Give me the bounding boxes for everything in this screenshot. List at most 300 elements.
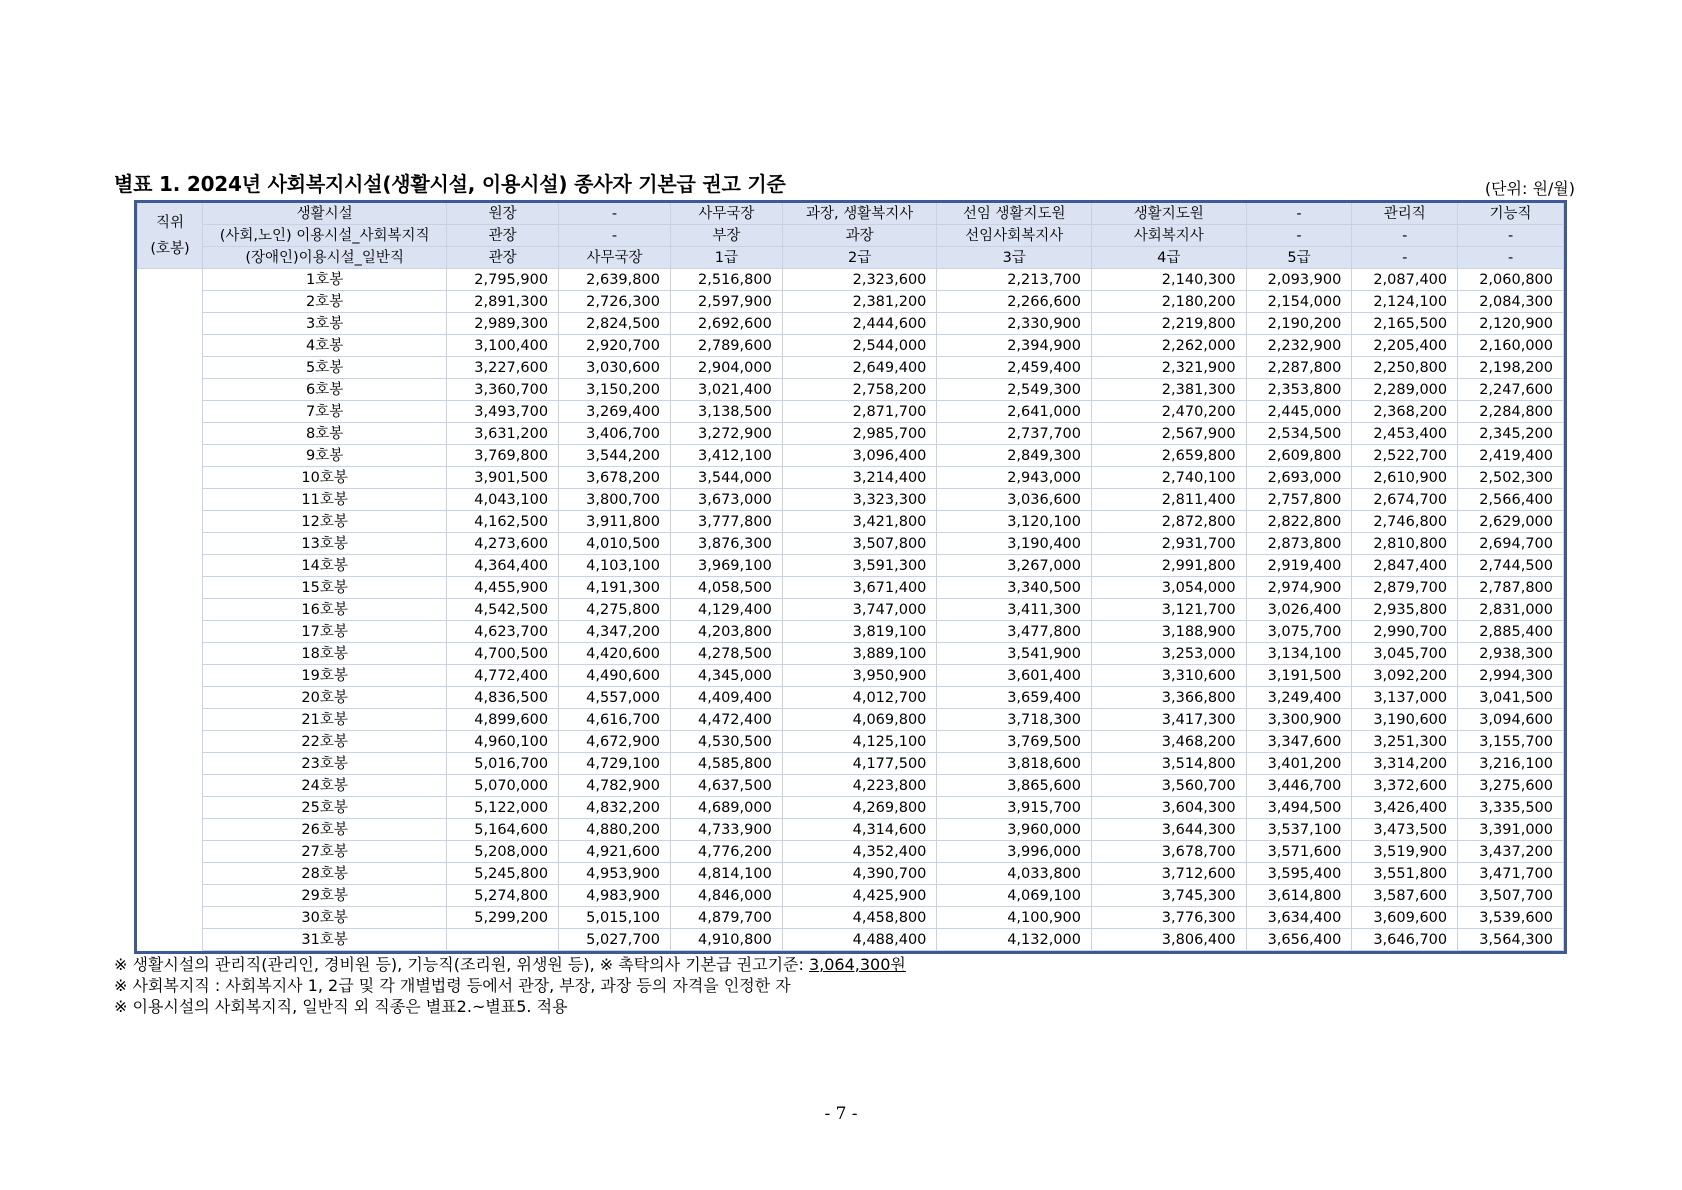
salary-cell: 4,899,600	[447, 709, 559, 731]
salary-cell: 2,990,700	[1352, 621, 1458, 643]
salary-cell: 4,879,700	[670, 907, 782, 929]
salary-cell: 2,935,800	[1352, 599, 1458, 621]
header-cell: -	[1246, 203, 1352, 225]
salary-cell: 4,557,000	[559, 687, 671, 709]
header-cell: -	[559, 225, 671, 247]
salary-cell: 3,340,500	[937, 577, 1092, 599]
salary-cell: 2,931,700	[1092, 533, 1247, 555]
salary-cell: 2,084,300	[1458, 291, 1564, 313]
row-spacer-cell	[138, 753, 203, 775]
salary-cell: 4,191,300	[559, 577, 671, 599]
salary-cell: 2,247,600	[1458, 379, 1564, 401]
salary-cell: 3,604,300	[1092, 797, 1247, 819]
salary-cell: 3,251,300	[1352, 731, 1458, 753]
salary-cell: 2,824,500	[559, 313, 671, 335]
salary-cell: 3,216,100	[1458, 753, 1564, 775]
salary-cell: 3,889,100	[782, 643, 937, 665]
step-cell: 15호봉	[203, 577, 447, 599]
salary-cell: 4,672,900	[559, 731, 671, 753]
salary-cell: 4,623,700	[447, 621, 559, 643]
salary-cell: 3,471,700	[1458, 863, 1564, 885]
header-cell: 2급	[782, 247, 937, 269]
footnote-line: ※ 이용시설의 사회복지직, 일반직 외 직종은 별표2.~별표5. 적용	[114, 997, 568, 1016]
row-spacer-cell	[138, 643, 203, 665]
salary-cell: 2,266,600	[937, 291, 1092, 313]
salary-cell: 3,656,400	[1246, 929, 1352, 951]
salary-cell: 4,162,500	[447, 511, 559, 533]
salary-cell: 3,777,800	[670, 511, 782, 533]
header-cell: -	[1246, 225, 1352, 247]
row-spacer-cell	[138, 599, 203, 621]
salary-cell: 4,132,000	[937, 929, 1092, 951]
salary-cell: 4,689,000	[670, 797, 782, 819]
salary-cell: 2,726,300	[559, 291, 671, 313]
salary-cell: 3,096,400	[782, 445, 937, 467]
row-spacer-cell	[138, 819, 203, 841]
salary-cell: 4,585,800	[670, 753, 782, 775]
salary-cell: 4,490,600	[559, 665, 671, 687]
header-cell: 선임사회복지사	[937, 225, 1092, 247]
salary-cell: 2,985,700	[782, 423, 937, 445]
salary-cell: 2,534,500	[1246, 423, 1352, 445]
salary-cell: 3,411,300	[937, 599, 1092, 621]
salary-cell: 2,885,400	[1458, 621, 1564, 643]
salary-cell: 3,253,000	[1092, 643, 1247, 665]
header-cell: 선임 생활지도원	[937, 203, 1092, 225]
table-row	[138, 577, 1564, 599]
table-row	[138, 929, 1564, 951]
row-spacer-cell	[138, 511, 203, 533]
salary-cell: 5,015,100	[559, 907, 671, 929]
salary-cell: 3,041,500	[1458, 687, 1564, 709]
salary-cell: 4,530,500	[670, 731, 782, 753]
salary-cell: 2,205,400	[1352, 335, 1458, 357]
row-spacer-cell	[138, 269, 203, 291]
salary-cell: 2,891,300	[447, 291, 559, 313]
salary-cell: 2,180,200	[1092, 291, 1247, 313]
salary-cell: 4,814,100	[670, 863, 782, 885]
salary-cell: 4,637,500	[670, 775, 782, 797]
table-row	[138, 819, 1564, 841]
header-cell: 1급	[670, 247, 782, 269]
header-cell: 원장	[447, 203, 559, 225]
salary-cell: 3,272,900	[670, 423, 782, 445]
salary-cell: 2,810,800	[1352, 533, 1458, 555]
salary-cell: 2,093,900	[1246, 269, 1352, 291]
step-cell: 22호봉	[203, 731, 447, 753]
salary-cell: 4,347,200	[559, 621, 671, 643]
unit-label: (단위: 원/월)	[1484, 179, 1575, 198]
table-row	[138, 445, 1564, 467]
salary-cell: 3,806,400	[1092, 929, 1247, 951]
salary-cell: 2,740,100	[1092, 467, 1247, 489]
salary-cell: 2,758,200	[782, 379, 937, 401]
row-spacer-cell	[138, 929, 203, 951]
salary-cell: 4,960,100	[447, 731, 559, 753]
salary-cell: 2,219,800	[1092, 313, 1247, 335]
salary-cell: 3,595,400	[1246, 863, 1352, 885]
salary-cell: 3,769,800	[447, 445, 559, 467]
row-spacer-cell	[138, 885, 203, 907]
salary-cell: 4,409,400	[670, 687, 782, 709]
step-cell: 27호봉	[203, 841, 447, 863]
salary-cell: 4,472,400	[670, 709, 782, 731]
row-spacer-cell	[138, 665, 203, 687]
salary-cell: 3,134,100	[1246, 643, 1352, 665]
salary-cell: 3,818,600	[937, 753, 1092, 775]
salary-cell: 3,138,500	[670, 401, 782, 423]
row-spacer-cell	[138, 423, 203, 445]
row-spacer-cell	[138, 445, 203, 467]
corner-header-bottom: (호봉)	[150, 240, 190, 257]
salary-cell: 4,345,000	[670, 665, 782, 687]
salary-cell: 2,330,900	[937, 313, 1092, 335]
table-row	[138, 621, 1564, 643]
row-spacer-cell	[138, 489, 203, 511]
salary-cell: 2,746,800	[1352, 511, 1458, 533]
salary-cell: 3,678,200	[559, 467, 671, 489]
salary-cell: 4,269,800	[782, 797, 937, 819]
salary-cell: 3,678,700	[1092, 841, 1247, 863]
salary-cell: 3,121,700	[1092, 599, 1247, 621]
salary-cell: 3,800,700	[559, 489, 671, 511]
salary-cell: 3,275,600	[1458, 775, 1564, 797]
salary-cell: 2,470,200	[1092, 401, 1247, 423]
salary-cell: 2,674,700	[1352, 489, 1458, 511]
salary-cell: 2,213,700	[937, 269, 1092, 291]
header-cell: -	[559, 203, 671, 225]
table-row	[138, 533, 1564, 555]
salary-cell: 4,880,200	[559, 819, 671, 841]
salary-cell: 4,278,500	[670, 643, 782, 665]
step-cell: 12호봉	[203, 511, 447, 533]
salary-cell: 3,646,700	[1352, 929, 1458, 951]
salary-cell: 3,747,000	[782, 599, 937, 621]
salary-cell: 2,795,900	[447, 269, 559, 291]
salary-cell: 2,165,500	[1352, 313, 1458, 335]
salary-cell: 3,996,000	[937, 841, 1092, 863]
salary-cell: 3,673,000	[670, 489, 782, 511]
salary-cell: 2,321,900	[1092, 357, 1247, 379]
table-row	[138, 489, 1564, 511]
row-spacer-cell	[138, 709, 203, 731]
salary-cell: 4,733,900	[670, 819, 782, 841]
salary-cell: 2,649,400	[782, 357, 937, 379]
salary-cell: 4,352,400	[782, 841, 937, 863]
salary-cell: 2,597,900	[670, 291, 782, 313]
salary-cell: 2,060,800	[1458, 269, 1564, 291]
salary-cell: 2,419,400	[1458, 445, 1564, 467]
salary-cell: 3,718,300	[937, 709, 1092, 731]
salary-cell: 3,644,300	[1092, 819, 1247, 841]
salary-cell: 4,953,900	[559, 863, 671, 885]
header-row	[138, 247, 1564, 269]
table-row	[138, 709, 1564, 731]
table-row	[138, 335, 1564, 357]
salary-cell: 3,054,000	[1092, 577, 1247, 599]
table-row	[138, 797, 1564, 819]
salary-cell: 3,030,600	[559, 357, 671, 379]
header-cell: -	[1458, 225, 1564, 247]
salary-cell: 3,406,700	[559, 423, 671, 445]
salary-cell: 4,700,500	[447, 643, 559, 665]
header-cell: 부장	[670, 225, 782, 247]
salary-cell: 3,915,700	[937, 797, 1092, 819]
salary-cell: 3,901,500	[447, 467, 559, 489]
salary-cell: 5,208,000	[447, 841, 559, 863]
salary-cell: 2,502,300	[1458, 467, 1564, 489]
salary-cell: 2,920,700	[559, 335, 671, 357]
step-cell: 9호봉	[203, 445, 447, 467]
salary-cell: 4,910,800	[670, 929, 782, 951]
salary-cell: 2,087,400	[1352, 269, 1458, 291]
salary-cell: 2,943,000	[937, 467, 1092, 489]
table-row	[138, 467, 1564, 489]
row-spacer-cell	[138, 291, 203, 313]
salary-cell: 5,070,000	[447, 775, 559, 797]
row-spacer-cell	[138, 621, 203, 643]
table-row	[138, 643, 1564, 665]
salary-cell: 2,567,900	[1092, 423, 1247, 445]
salary-cell: 2,610,900	[1352, 467, 1458, 489]
salary-cell: 3,659,400	[937, 687, 1092, 709]
row-spacer-cell	[138, 775, 203, 797]
header-cell: -	[1352, 247, 1458, 269]
salary-cell: 2,847,400	[1352, 555, 1458, 577]
salary-cell: 2,120,900	[1458, 313, 1564, 335]
salary-cell: 2,566,400	[1458, 489, 1564, 511]
table-row	[138, 665, 1564, 687]
step-cell: 30호봉	[203, 907, 447, 929]
salary-cell: 2,849,300	[937, 445, 1092, 467]
salary-cell: 2,124,100	[1352, 291, 1458, 313]
salary-cell: 2,787,800	[1458, 577, 1564, 599]
step-cell: 3호봉	[203, 313, 447, 335]
step-cell: 25호봉	[203, 797, 447, 819]
salary-cell: 4,836,500	[447, 687, 559, 709]
salary-cell: 2,974,900	[1246, 577, 1352, 599]
salary-cell: 2,394,900	[937, 335, 1092, 357]
salary-cell: 3,075,700	[1246, 621, 1352, 643]
salary-cell: 3,191,500	[1246, 665, 1352, 687]
salary-cell: 2,609,800	[1246, 445, 1352, 467]
salary-cell: 2,368,200	[1352, 401, 1458, 423]
salary-cell: 3,417,300	[1092, 709, 1247, 731]
step-cell: 7호봉	[203, 401, 447, 423]
salary-cell: 4,364,400	[447, 555, 559, 577]
salary-cell: 2,879,700	[1352, 577, 1458, 599]
salary-cell: 3,092,200	[1352, 665, 1458, 687]
salary-cell: 3,021,400	[670, 379, 782, 401]
step-cell: 11호봉	[203, 489, 447, 511]
table-row	[138, 357, 1564, 379]
salary-cell: 3,571,600	[1246, 841, 1352, 863]
salary-cell: 3,120,100	[937, 511, 1092, 533]
salary-cell: 3,214,400	[782, 467, 937, 489]
salary-cell: 4,275,800	[559, 599, 671, 621]
salary-cell: 4,043,100	[447, 489, 559, 511]
salary-cell: 2,353,800	[1246, 379, 1352, 401]
salary-cell: 4,782,900	[559, 775, 671, 797]
step-cell: 28호봉	[203, 863, 447, 885]
salary-cell: 2,629,000	[1458, 511, 1564, 533]
row-spacer-cell	[138, 907, 203, 929]
step-cell: 20호봉	[203, 687, 447, 709]
salary-cell: 3,473,500	[1352, 819, 1458, 841]
header-row	[138, 203, 1564, 225]
salary-cell: 3,712,600	[1092, 863, 1247, 885]
row-spacer-cell	[138, 731, 203, 753]
salary-cell: 2,831,000	[1458, 599, 1564, 621]
salary-cell: 2,444,600	[782, 313, 937, 335]
salary-cell: 4,033,800	[937, 863, 1092, 885]
salary-cell: 4,458,800	[782, 907, 937, 929]
salary-cell: 5,164,600	[447, 819, 559, 841]
salary-cell: 2,323,600	[782, 269, 937, 291]
salary-cell: 4,103,100	[559, 555, 671, 577]
row-label-cell: 생활시설	[203, 203, 447, 225]
salary-cell: 2,639,800	[559, 269, 671, 291]
salary-cell: 3,100,400	[447, 335, 559, 357]
salary-cell: 2,904,000	[670, 357, 782, 379]
salary-cell: 3,671,400	[782, 577, 937, 599]
salary-cell: 3,412,100	[670, 445, 782, 467]
header-cell: -	[1352, 225, 1458, 247]
row-spacer-cell	[138, 797, 203, 819]
salary-cell: 2,694,700	[1458, 533, 1564, 555]
salary-cell: 2,287,800	[1246, 357, 1352, 379]
salary-cell: 3,026,400	[1246, 599, 1352, 621]
table-row	[138, 423, 1564, 445]
salary-cell: 3,876,300	[670, 533, 782, 555]
salary-cell: 3,267,000	[937, 555, 1092, 577]
header-cell: 사회복지사	[1092, 225, 1247, 247]
salary-cell: 3,094,600	[1458, 709, 1564, 731]
salary-cell: 2,692,600	[670, 313, 782, 335]
salary-cell: 2,737,700	[937, 423, 1092, 445]
salary-cell: 2,989,300	[447, 313, 559, 335]
salary-cell: 3,560,700	[1092, 775, 1247, 797]
salary-cell: 3,323,300	[782, 489, 937, 511]
salary-cell: 3,544,000	[670, 467, 782, 489]
table-row	[138, 907, 1564, 929]
salary-cell: 4,129,400	[670, 599, 782, 621]
salary-cell: 4,069,100	[937, 885, 1092, 907]
salary-cell: 2,232,900	[1246, 335, 1352, 357]
row-spacer-cell	[138, 533, 203, 555]
salary-cell: 4,100,900	[937, 907, 1092, 929]
salary-cell: 2,381,300	[1092, 379, 1247, 401]
salary-table	[137, 203, 1564, 951]
row-spacer-cell	[138, 687, 203, 709]
salary-cell: 2,822,800	[1246, 511, 1352, 533]
salary-cell: 3,776,300	[1092, 907, 1247, 929]
step-cell: 21호봉	[203, 709, 447, 731]
salary-cell: 3,551,800	[1352, 863, 1458, 885]
corner-header-cell	[138, 203, 203, 269]
salary-cell: 4,012,700	[782, 687, 937, 709]
salary-cell: 4,832,200	[559, 797, 671, 819]
row-spacer-cell	[138, 863, 203, 885]
step-cell: 16호봉	[203, 599, 447, 621]
salary-cell: 4,010,500	[559, 533, 671, 555]
header-cell: 과장, 생활복지사	[782, 203, 937, 225]
footnote-text: ※ 생활시설의 관리직(관리인, 경비원 등), 기능직(조리원, 위생원 등), ※ 촉탁의사 기본급 권고기준:	[114, 955, 809, 974]
salary-cell: 3,227,600	[447, 357, 559, 379]
step-cell: 26호봉	[203, 819, 447, 841]
salary-cell: 2,693,000	[1246, 467, 1352, 489]
header-cell: -	[1458, 247, 1564, 269]
salary-cell: 3,137,000	[1352, 687, 1458, 709]
footnote-amount: 3,064,300원	[808, 955, 906, 974]
row-spacer-cell	[138, 313, 203, 335]
salary-cell: 2,991,800	[1092, 555, 1247, 577]
header-cell: 사무국장	[670, 203, 782, 225]
step-cell: 18호봉	[203, 643, 447, 665]
salary-cell: 3,045,700	[1352, 643, 1458, 665]
corner-header-top: 직위	[156, 214, 185, 231]
salary-cell: 4,058,500	[670, 577, 782, 599]
salary-cell: 3,519,900	[1352, 841, 1458, 863]
table-row	[138, 555, 1564, 577]
table-row	[138, 885, 1564, 907]
salary-cell: 2,140,300	[1092, 269, 1247, 291]
step-cell: 8호봉	[203, 423, 447, 445]
salary-cell: 3,591,300	[782, 555, 937, 577]
step-cell: 4호봉	[203, 335, 447, 357]
salary-table-frame	[134, 200, 1567, 954]
salary-cell: 3,769,500	[937, 731, 1092, 753]
salary-cell: 3,155,700	[1458, 731, 1564, 753]
step-cell: 13호봉	[203, 533, 447, 555]
row-spacer-cell	[138, 379, 203, 401]
salary-cell: 3,494,500	[1246, 797, 1352, 819]
salary-cell: 3,614,800	[1246, 885, 1352, 907]
salary-cell: 3,631,200	[447, 423, 559, 445]
salary-cell: 3,401,200	[1246, 753, 1352, 775]
salary-cell: 4,425,900	[782, 885, 937, 907]
step-cell: 23호봉	[203, 753, 447, 775]
salary-cell: 5,245,800	[447, 863, 559, 885]
salary-cell: 2,198,200	[1458, 357, 1564, 379]
step-cell: 19호봉	[203, 665, 447, 687]
table-row	[138, 775, 1564, 797]
salary-cell: 3,960,000	[937, 819, 1092, 841]
footnotes	[114, 954, 906, 1017]
salary-cell: 3,601,400	[937, 665, 1092, 687]
step-cell: 6호봉	[203, 379, 447, 401]
row-spacer-cell	[138, 555, 203, 577]
salary-cell: 3,950,900	[782, 665, 937, 687]
table-row	[138, 313, 1564, 335]
salary-cell: 3,507,700	[1458, 885, 1564, 907]
salary-cell: 4,125,100	[782, 731, 937, 753]
salary-cell: 5,016,700	[447, 753, 559, 775]
table-row	[138, 841, 1564, 863]
salary-cell: 2,154,000	[1246, 291, 1352, 313]
salary-cell: 3,300,900	[1246, 709, 1352, 731]
salary-cell: 3,745,300	[1092, 885, 1247, 907]
salary-cell: 3,587,600	[1352, 885, 1458, 907]
salary-cell: 4,846,000	[670, 885, 782, 907]
table-row	[138, 731, 1564, 753]
table-row	[138, 269, 1564, 291]
row-label-cell: (사회,노인) 이용시설_사회복지직	[203, 225, 447, 247]
salary-cell: 4,776,200	[670, 841, 782, 863]
step-cell: 29호봉	[203, 885, 447, 907]
footnote-line	[114, 954, 906, 975]
salary-cell: 2,744,500	[1458, 555, 1564, 577]
